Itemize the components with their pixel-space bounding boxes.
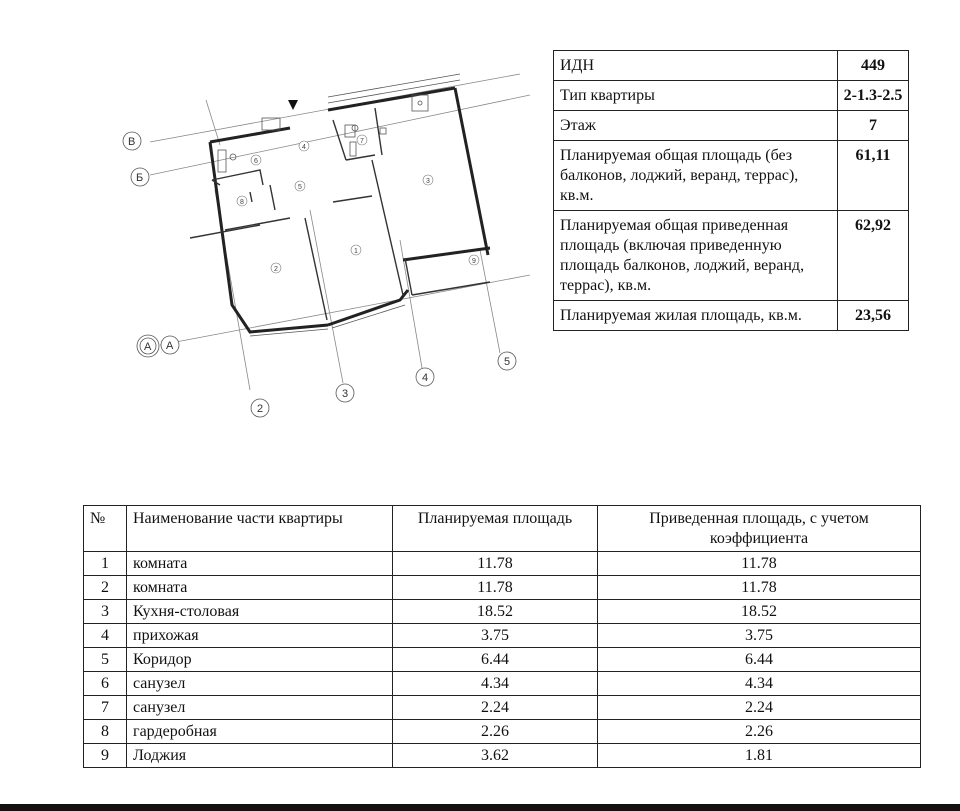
- summary-value: 449: [838, 51, 909, 81]
- table-row: [84, 552, 921, 576]
- room-planned-area: 2.24: [393, 696, 598, 720]
- room-planned-area: 3.75: [393, 624, 598, 648]
- summary-label: ИДН: [554, 51, 838, 81]
- room-number: 9: [84, 744, 127, 768]
- table-row: [84, 600, 921, 624]
- summary-value: 2-1.3-2.5: [838, 81, 909, 111]
- room-number: 2: [84, 576, 127, 600]
- summary-value: 23,56: [838, 301, 909, 331]
- header-planned-area: Планируемая площадь: [393, 506, 598, 552]
- room-reduced-area: 11.78: [598, 552, 921, 576]
- table-row: [84, 720, 921, 744]
- table-row: [84, 624, 921, 648]
- room-reduced-area: 1.81: [598, 744, 921, 768]
- room-reduced-area: 4.34: [598, 672, 921, 696]
- room-number: 1: [84, 552, 127, 576]
- room-mark-3: 3: [426, 178, 430, 185]
- room-reduced-area: 2.26: [598, 720, 921, 744]
- summary-label: Этаж: [554, 111, 838, 141]
- grid-label-3: 3: [342, 388, 349, 400]
- grid-label-v: В: [128, 136, 136, 148]
- grid-label-a-double: А: [144, 341, 152, 353]
- room-mark-8: 8: [240, 199, 244, 206]
- grid-label-a: А: [166, 340, 174, 352]
- room-number: 3: [84, 600, 127, 624]
- room-reduced-area: 18.52: [598, 600, 921, 624]
- room-number: 5: [84, 648, 127, 672]
- bottom-divider: [0, 804, 960, 811]
- room-number: 4: [84, 624, 127, 648]
- room-mark-2: 2: [274, 266, 278, 273]
- room-name: санузел: [127, 696, 393, 720]
- room-planned-area: 3.62: [393, 744, 598, 768]
- summary-value: 62,92: [838, 211, 909, 301]
- table-row: [84, 648, 921, 672]
- summary-label: Тип квартиры: [554, 81, 838, 111]
- room-mark-6: 6: [254, 158, 258, 165]
- summary-row-type: [554, 81, 909, 111]
- room-name: Лоджия: [127, 744, 393, 768]
- room-name: комната: [127, 576, 393, 600]
- summary-row-living-area: [554, 301, 909, 331]
- room-reduced-area: 2.24: [598, 696, 921, 720]
- room-number: 6: [84, 672, 127, 696]
- floor-plan: [100, 70, 540, 430]
- grid-label-5: 5: [504, 356, 511, 368]
- room-planned-area: 18.52: [393, 600, 598, 624]
- room-name: Кухня-столовая: [127, 600, 393, 624]
- room-planned-area: 4.34: [393, 672, 598, 696]
- room-mark-5: 5: [298, 184, 302, 191]
- room-reduced-area: 3.75: [598, 624, 921, 648]
- header-reduced-area: Приведенная площадь, с учетом коэффициента: [598, 506, 921, 552]
- room-planned-area: 11.78: [393, 576, 598, 600]
- summary-row-total-area: [554, 141, 909, 211]
- room-mark-4: 4: [302, 144, 306, 151]
- room-mark-1: 1: [354, 248, 358, 255]
- summary-row-idn: [554, 51, 909, 81]
- summary-label: Планируемая жилая площадь, кв.м.: [554, 301, 838, 331]
- apartment-summary-table: [553, 50, 909, 331]
- summary-label: Планируемая общая приведенная площадь (включая приведенную площадь балконов, лоджий, веранд, террас), кв.м.: [554, 211, 838, 301]
- summary-row-floor: [554, 111, 909, 141]
- table-row: [84, 744, 921, 768]
- grid-label-b: Б: [136, 172, 144, 184]
- summary-value: 7: [838, 111, 909, 141]
- table-row: [84, 576, 921, 600]
- room-reduced-area: 11.78: [598, 576, 921, 600]
- room-planned-area: 11.78: [393, 552, 598, 576]
- summary-label: Планируемая общая площадь (без балконов, лоджий, веранд, террас), кв.м.: [554, 141, 838, 211]
- room-number: 8: [84, 720, 127, 744]
- room-number: 7: [84, 696, 127, 720]
- room-name: санузел: [127, 672, 393, 696]
- header-room-name: Наименование части квартиры: [127, 506, 393, 552]
- room-name: прихожая: [127, 624, 393, 648]
- room-planned-area: 6.44: [393, 648, 598, 672]
- grid-label-2: 2: [257, 403, 264, 415]
- room-name: гардеробная: [127, 720, 393, 744]
- room-mark-7: 7: [360, 138, 364, 145]
- room-planned-area: 2.26: [393, 720, 598, 744]
- room-name: комната: [127, 552, 393, 576]
- rooms-header-row: [84, 506, 921, 552]
- room-name: Коридор: [127, 648, 393, 672]
- table-row: [84, 696, 921, 720]
- floor-plan-drawing: [100, 70, 540, 430]
- rooms-area-table: [83, 505, 921, 768]
- grid-label-4: 4: [422, 372, 429, 384]
- room-reduced-area: 6.44: [598, 648, 921, 672]
- summary-row-reduced-area: [554, 211, 909, 301]
- table-row: [84, 672, 921, 696]
- summary-value: 61,11: [838, 141, 909, 211]
- room-mark-9: 9: [472, 258, 476, 265]
- header-number: №: [84, 506, 127, 552]
